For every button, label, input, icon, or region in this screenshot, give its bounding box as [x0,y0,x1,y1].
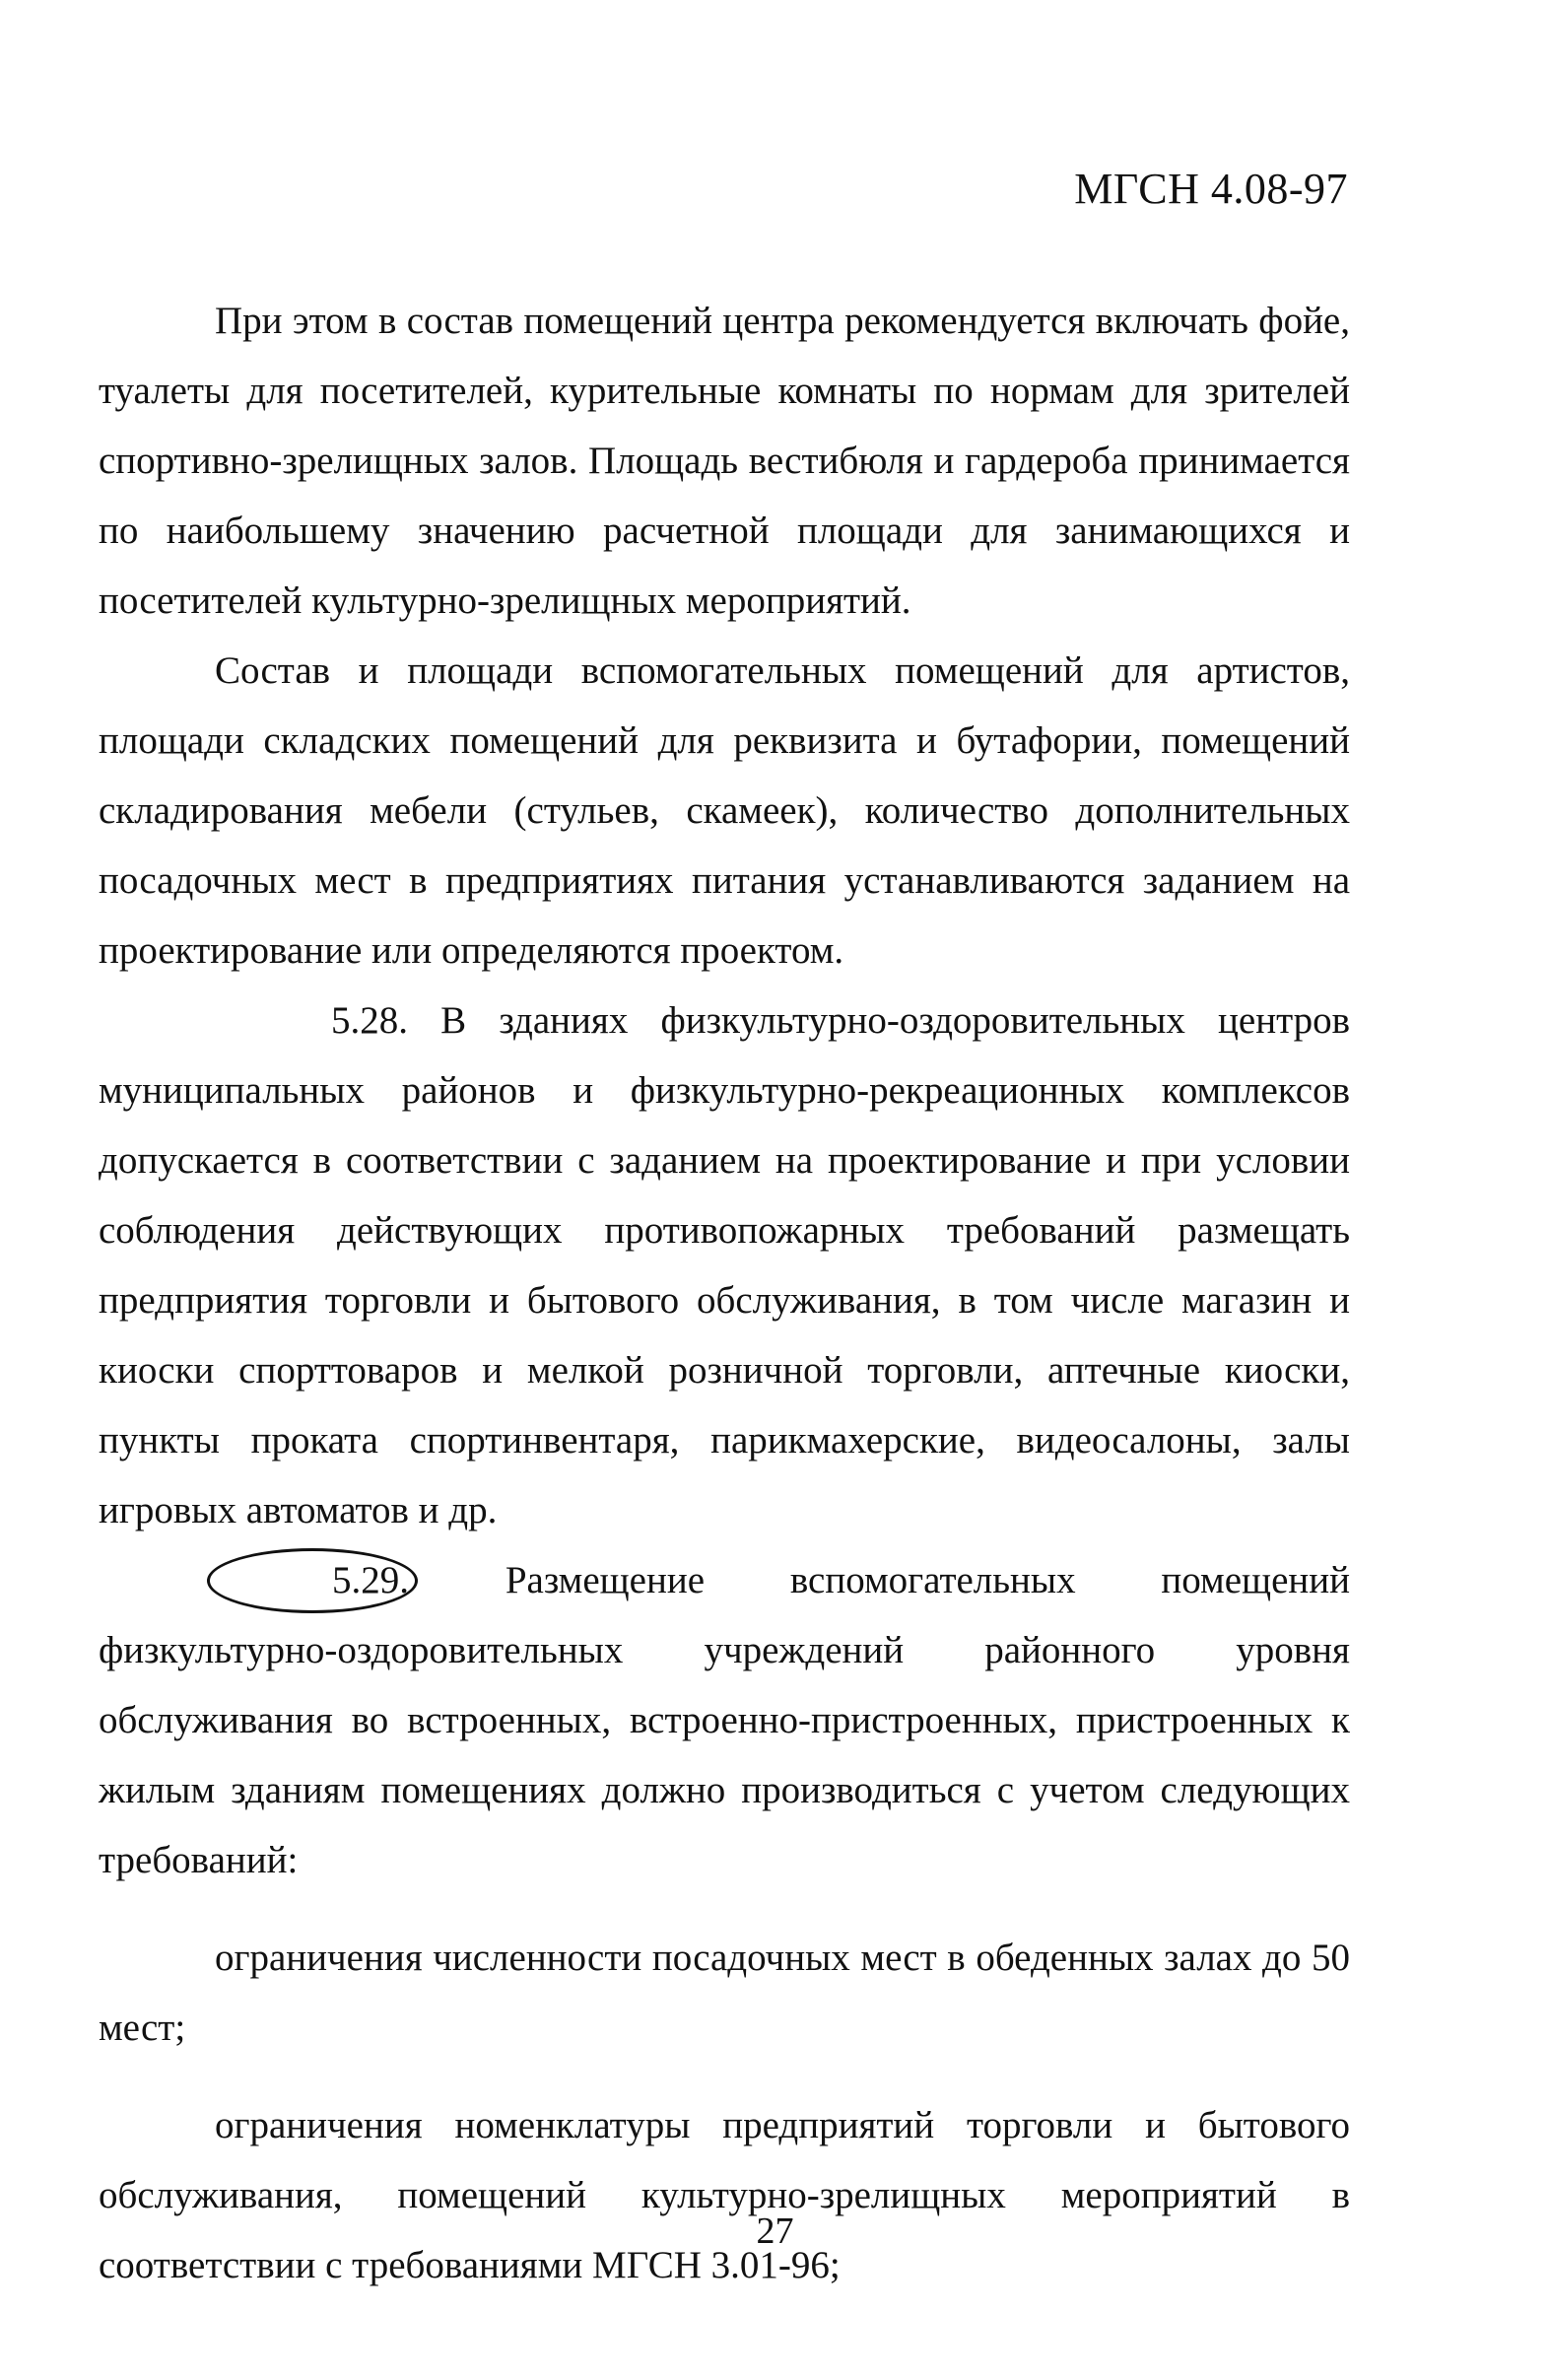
clause-number: 5.28. [331,999,408,1042]
page-number: 27 [756,2210,794,2252]
document-code: МГСН 4.08-97 [1074,165,1348,213]
paragraph-text: ограничения номенклатуры предприятий торговли и бытового обслуживания, помещений культурно-зрелищных мероприятий в соответствии с требованиями МГСН 3.01-96; [99,2104,1350,2286]
list-item-seating-limit [99,1923,1350,2063]
list-item-nomenclature-limit [99,2090,1350,2300]
paragraph-text: Состав и площади вспомогательных помещений для артистов, площади складских помещений для реквизита и бутафории, помещений складирования мебели (стульев, скамеек), количество дополнительных посадочных мест в предприятиях питания устанавливаются заданием на проектирование или определяются проектом. [99,649,1350,972]
paragraph-text: При этом в состав помещений центра рекомендуется включать фойе, туалеты для посетителей, курительные комнаты по нормам для зрителей спортивно-зрелищных залов. Площадь вестибюля и гардероба принимается по наибольшему значению расчетной площади для занимающихся и посетителей культурно-зрелищных мероприятий. [99,300,1350,622]
paragraph-auxiliary-rooms [99,636,1350,986]
clause-number-circled: 5.29. [207,1548,418,1613]
paragraph-5-29 [99,1545,1350,1895]
paragraph-text: В зданиях физкультурно-оздоровительных центров муниципальных районов и физкультурно-рекреационных комплексов допускается в соответствии с заданием на проектирование и при условии соблюдения действующих противопожарных требований размещать предприятия торговли и бытового обслуживания, в том числе магазин и киоски спорттоваров и мелкой розничной торговли, аптечные киоски, пункты проката спортинвентаря, парикмахерские, видеосалоны, залы игровых автоматов и др. [99,999,1351,1531]
paragraph-intro [99,286,1350,636]
paragraph-text: ограничения численности посадочных мест в обеденных залах до 50 мест; [99,1937,1350,2049]
paragraph-text: Размещение вспомогательных помещений физкультурно-оздоровительных учреждений районного уровня обслуживания во встроенных, встроенно-пристроенных, пристроенных к жилым зданиям помещениях должно производиться с учетом следующих требований: [99,1559,1351,1881]
document-body [99,286,1350,2300]
paragraph-5-28 [99,986,1350,1545]
